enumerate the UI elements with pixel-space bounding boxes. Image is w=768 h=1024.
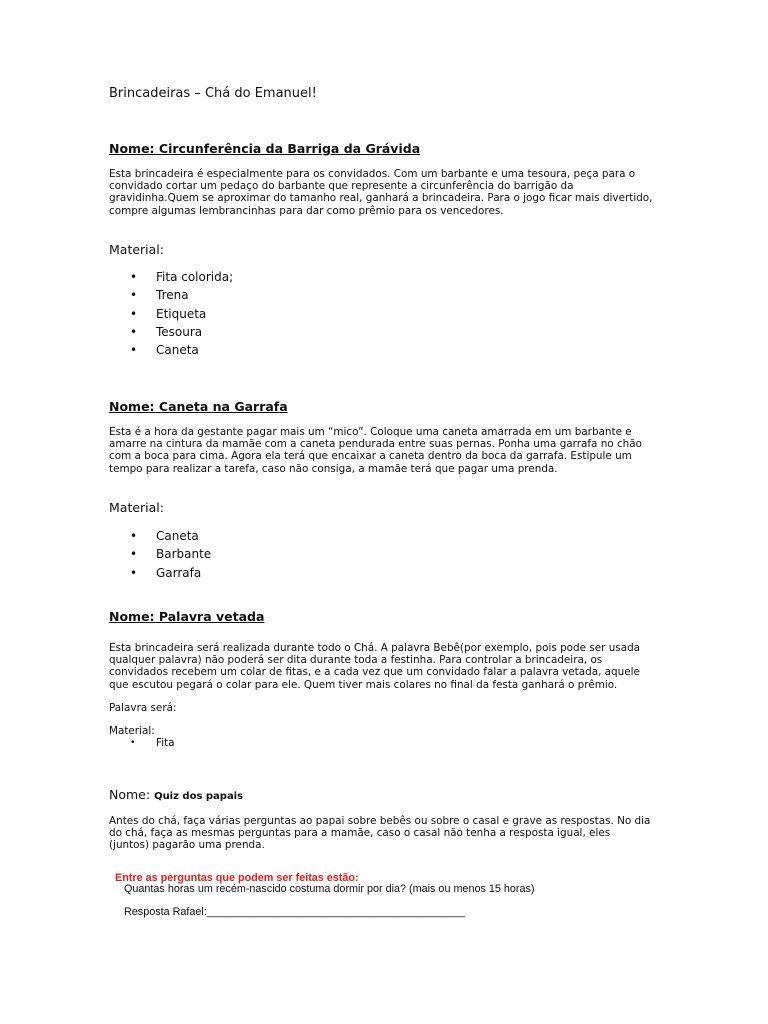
description-line: gravidinha.Quem se aproximar do tamanho real, ganhará a brincadeira. Para o jogo ficar mais divertido, bbox=[109, 192, 653, 205]
description-line: com a boca para cima. Agora ela terá que encaixar a caneta dentro da boca da garrafa. Estipule um bbox=[109, 450, 632, 463]
description-line: compre algumas lembrancinhas para dar como prêmio para os vencedores. bbox=[109, 204, 504, 217]
description-line: Antes do chá, faça várias perguntas ao papai sobre bebês ou sobre o casal e grave as respostas. No dia bbox=[109, 815, 651, 827]
description-line: (juntos) pagarão uma prenda. bbox=[109, 839, 265, 852]
description-line: qualquer palavra) não poderá ser dita durante toda a festinha. Para controlar a brincadeira, os bbox=[109, 654, 603, 667]
list-item: • Caneta bbox=[130, 527, 211, 545]
description-line: Esta brincadeira é especialmente para os convidados. Com um barbante e uma tesoura, peça para o bbox=[109, 168, 636, 180]
bullet-icon: • bbox=[130, 288, 138, 303]
list-item: • Etiqueta bbox=[130, 305, 233, 323]
description-line: convidado cortar um pedaço do barbante que represente a circunferência do barrigão da bbox=[109, 180, 574, 193]
game-heading-quiz: Nome: Quiz dos papais bbox=[109, 787, 244, 802]
list-item: • Trena bbox=[130, 286, 233, 304]
material-label: Material: bbox=[109, 725, 155, 737]
material-label: Material: bbox=[109, 242, 164, 257]
game-description-circunferencia bbox=[109, 168, 669, 217]
bullet-icon: • bbox=[130, 324, 138, 339]
list-item: • Caneta bbox=[130, 341, 233, 359]
palavra-sera-line: Palavra será: bbox=[109, 702, 177, 714]
bullet-icon: • bbox=[130, 529, 138, 543]
description-line: que escutou pegará o colar para ele. Quem tiver mais colares no final da festa ganhará o prêmio. bbox=[109, 678, 618, 691]
bullet-icon: • bbox=[130, 343, 138, 358]
description-line: Esta brincadeira será realizada durante todo o Chá. A palavra Bebê(por exemplo, pois pode ser usada bbox=[109, 642, 641, 654]
game-description-palavra bbox=[109, 642, 669, 691]
list-item: • Fita bbox=[130, 737, 175, 749]
questions-label: Entre as perguntas que podem ser feitas estão: bbox=[115, 872, 359, 884]
document-title: Brincadeiras – Chá do Emanuel! bbox=[109, 86, 317, 101]
bullet-icon: • bbox=[130, 738, 136, 748]
game-heading-caneta: Nome: Caneta na Garrafa bbox=[109, 399, 288, 414]
description-line: do chá, faça as mesmas perguntas para a mamãe, caso o casal não tenha a resposta igual, eles bbox=[109, 827, 611, 840]
list-item: • Barbante bbox=[130, 545, 211, 563]
list-item: • Garrafa bbox=[130, 564, 211, 582]
material-list-caneta bbox=[130, 527, 211, 582]
material-label: Material: bbox=[109, 500, 164, 515]
bullet-icon: • bbox=[130, 547, 138, 562]
answer-line: Resposta Rafael:___________________________________________ bbox=[124, 906, 466, 918]
bullet-icon: • bbox=[130, 270, 138, 284]
bullet-icon: • bbox=[130, 306, 138, 321]
description-line: tempo para realizar a tarefa, caso não consiga, a mamãe terá que pagar uma prenda. bbox=[109, 462, 558, 475]
quiz-question: Quantas horas um recém-nascido costuma dormir por dia? (mais ou menos 15 horas) bbox=[124, 883, 535, 895]
game-heading-palavra: Nome: Palavra vetada bbox=[109, 609, 265, 624]
material-list-palavra bbox=[130, 737, 175, 750]
game-description-quiz bbox=[109, 815, 669, 852]
game-heading-circunferencia: Nome: Circunferência da Barriga da Grávida bbox=[109, 141, 421, 156]
list-item: • Fita colorida; bbox=[130, 268, 233, 286]
bullet-icon: • bbox=[130, 565, 138, 580]
game-description-caneta bbox=[109, 426, 669, 475]
description-line: Esta é a hora da gestante pagar mais um “mico”. Coloque uma caneta amarrada em um barbante e bbox=[109, 426, 632, 438]
list-item: • Tesoura bbox=[130, 323, 233, 341]
description-line: convidados recebem um colar de fitas, e a cada vez que um convidado falar a palavra vetada, aquele bbox=[109, 666, 640, 679]
description-line: amarre na cintura da mamãe com a caneta pendurada entre suas pernas. Ponha uma garrafa no chão bbox=[109, 438, 642, 451]
material-list-circunferencia bbox=[130, 268, 233, 359]
